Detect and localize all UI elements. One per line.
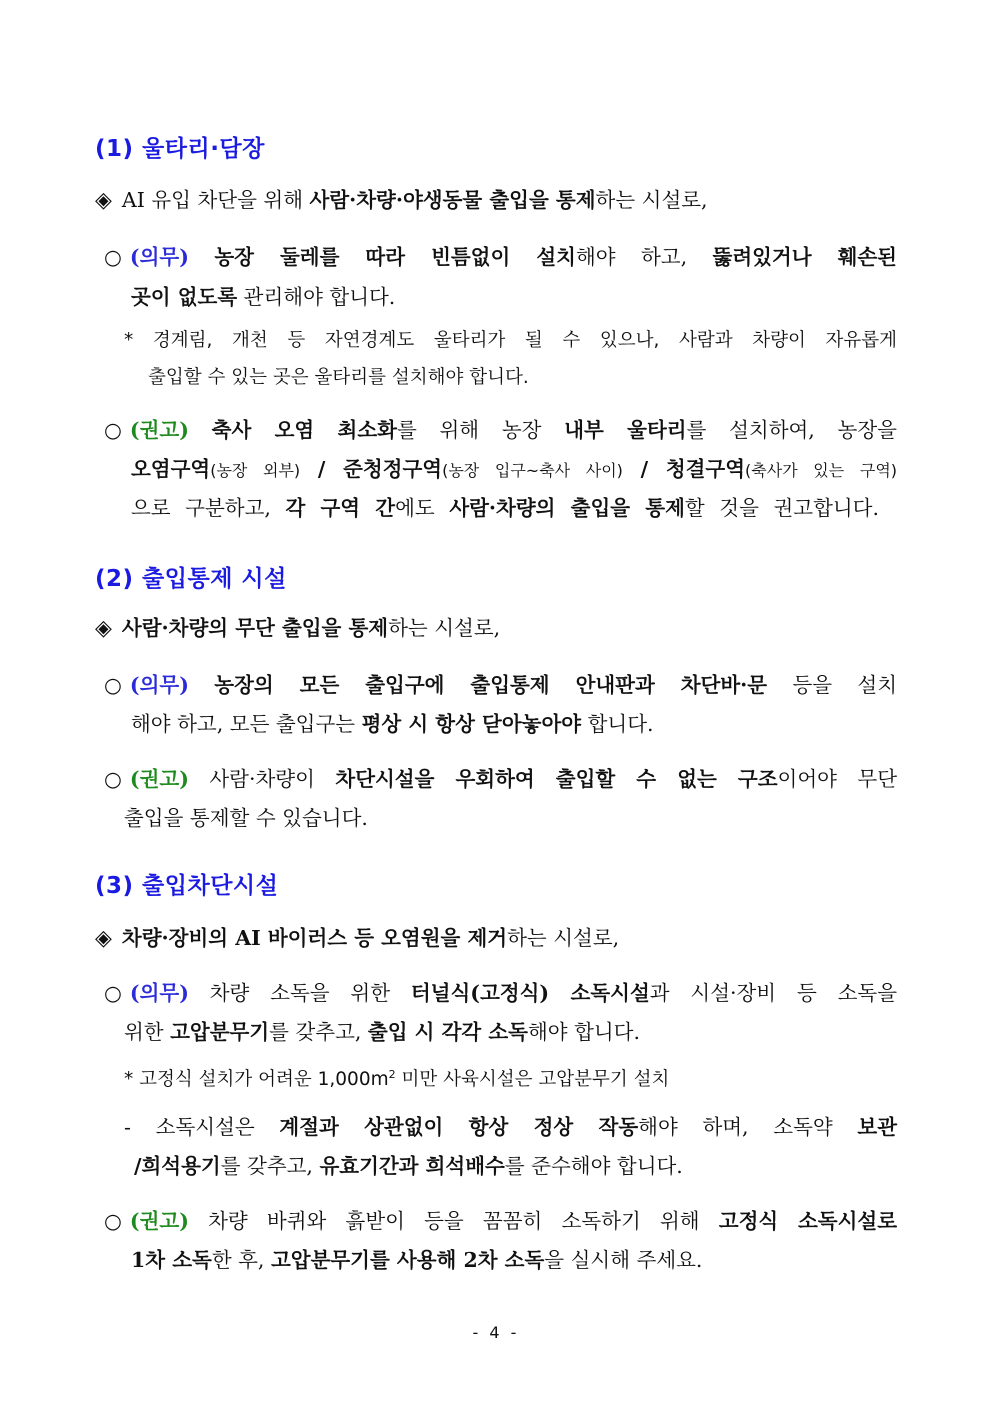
- section-1-rec-line-1: ○ (권고) 축사 오염 최소화를 위해 농장 내부 울타리를 설치하여, 농장을: [104, 418, 897, 442]
- circle-bullet-icon: ○: [104, 767, 122, 791]
- section-2-intro: ◈ 사람·차량의 무단 출입을 통제하는 시설로,: [95, 616, 501, 641]
- dash-bullet-icon: -: [124, 1115, 131, 1139]
- circle-bullet-icon: ○: [104, 245, 122, 269]
- duty-tag: (의무): [129, 673, 189, 697]
- section-2-heading: (2) 출입통제 시설: [95, 566, 287, 592]
- diamond-bullet-icon: ◈: [95, 188, 112, 213]
- section-3-dash-line-2: /희석용기를 갖추고, 유효기간과 희석배수를 준수해야 합니다.: [134, 1154, 683, 1178]
- duty-tag: (의무): [129, 245, 189, 269]
- section-3-rec-line-1: ○ (권고) 차량 바퀴와 흙받이 등을 꼼꼼히 소독하기 위해 고정식 소독시설로: [104, 1209, 898, 1233]
- page-number: - 4 -: [472, 1323, 520, 1342]
- section-1-note-line-1: * 경계림, 개천 등 자연경계도 울타리가 될 수 있으나, 사람과 차량이 자유롭게: [124, 330, 897, 351]
- asterisk-icon: *: [124, 330, 134, 351]
- section-1-rec-line-3: 으로 구분하고, 각 구역 간에도 사람·차량의 출입을 통제할 것을 권고합니다.: [131, 496, 879, 520]
- recommend-tag: (권고): [129, 1209, 189, 1233]
- section-1-note-line-2: 출입할 수 있는 곳은 울타리를 설치해야 합니다.: [148, 367, 529, 388]
- section-1-rec-line-2: 오염구역(농장 외부) / 준청정구역(농장 입구~축사 사이) / 청결구역(축사가 있는 구역): [131, 457, 898, 481]
- section-2-duty-line-1: ○ (의무) 농장의 모든 출입구에 출입통제 안내판과 차단바·문 등을 설치: [104, 673, 897, 697]
- section-3-duty-line-2: 위한 고압분무기를 갖추고, 출입 시 각각 소독해야 합니다.: [124, 1020, 641, 1044]
- section-2-duty-line-2: 해야 하고, 모든 출입구는 평상 시 항상 닫아놓아야 합니다.: [131, 712, 654, 736]
- diamond-bullet-icon: ◈: [95, 926, 112, 951]
- section-3-note: * 고정식 설치가 어려운 $1,000m^2$ 미만 사육시설은 고압분무기 설치: [124, 1068, 670, 1091]
- section-1-intro: ◈ AI 유입 차단을 위해 사람·차량·야생동물 출입을 통제하는 시설로,: [95, 188, 708, 213]
- circle-bullet-icon: ○: [104, 981, 122, 1005]
- asterisk-icon: *: [124, 1069, 134, 1091]
- recommend-tag: (권고): [129, 767, 189, 791]
- section-3-rec-line-2: 1차 소독한 후, 고압분무기를 사용해 2차 소독을 실시해 주세요.: [131, 1248, 703, 1272]
- recommend-tag: (권고): [129, 418, 189, 442]
- section-3-intro: ◈ 차량·장비의 AI 바이러스 등 오염원을 제거하는 시설로,: [95, 926, 620, 951]
- circle-bullet-icon: ○: [104, 1209, 122, 1233]
- diamond-bullet-icon: ◈: [95, 616, 112, 641]
- section-1-heading: (1) 울타리·담장: [95, 136, 265, 162]
- circle-bullet-icon: ○: [104, 673, 122, 697]
- section-1-duty-line-1: ○ (의무) 농장 둘레를 따라 빈틈없이 설치해야 하고, 뚫려있거나 훼손된: [104, 245, 897, 269]
- duty-tag: (의무): [129, 981, 189, 1005]
- section-2-rec-line-1: ○ (권고) 사람·차량이 차단시설을 우회하여 출입할 수 없는 구조이어야 무단: [104, 767, 898, 791]
- section-1-duty-line-2: 곳이 없도록 관리해야 합니다.: [131, 285, 396, 309]
- section-3-heading: (3) 출입차단시설: [95, 873, 279, 899]
- section-3-dash-line-1: - 소독시설은 계절과 상관없이 항상 정상 작동해야 하며, 소독약 보관: [124, 1115, 898, 1139]
- section-2-rec-line-2: 출입을 통제할 수 있습니다.: [124, 806, 368, 830]
- section-3-duty-line-1: ○ (의무) 차량 소독을 위한 터널식(고정식) 소독시설과 시설·장비 등 소독을: [104, 981, 897, 1005]
- circle-bullet-icon: ○: [104, 418, 122, 442]
